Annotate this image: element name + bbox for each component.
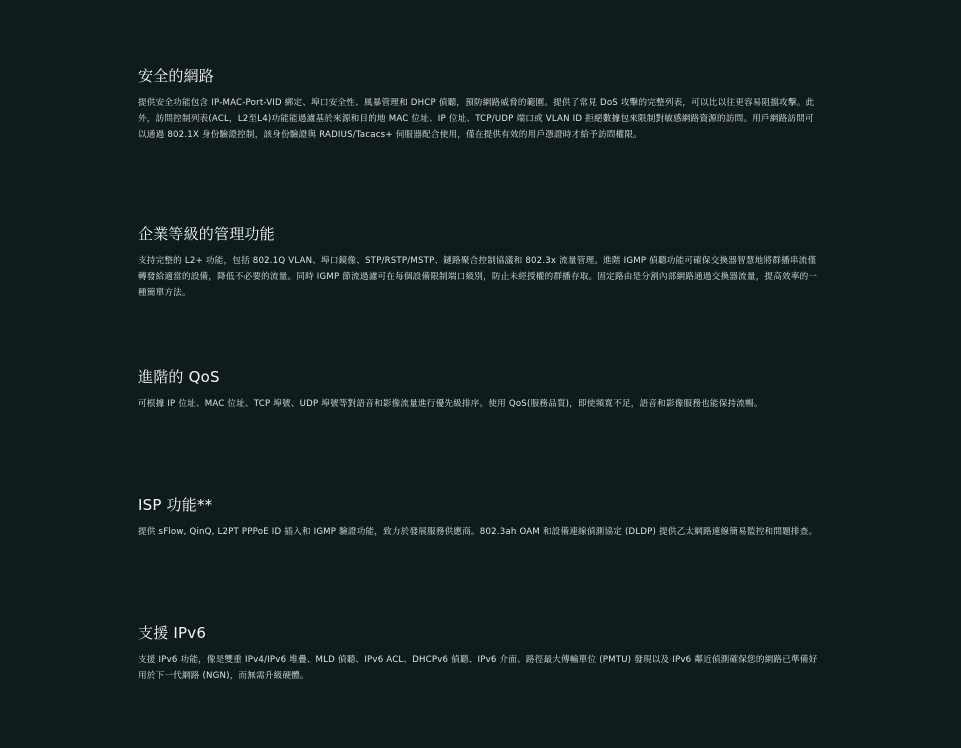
feature-section-isp-features <box>138 495 822 540</box>
section-title: ISP 功能** <box>138 496 213 514</box>
feature-section-ipv6-support <box>138 623 822 684</box>
section-body: 提供安全功能包含 IP-MAC-Port-VID 綁定、埠口安全性、風暴管理和 DHCP 偵聽，預防網路威脅的範圍。提供了常見 DoS 攻擊的完整列表，可以比以往更容易阻擋攻擊。此外，訪問控制列表(ACL，L2至L4)功能能過濾基於來源和目的地 MAC 位址、IP 位址、TCP/UDP 端口或 VLAN ID 拒絕數據包來限制對敏感網路資源的訪問。用戶網路訪問可以通過 802.1X 身份驗證控制，該身份驗證與 RADIUS/Tacacs+ 伺服器配合使用，僅在提供有效的用戶憑證時才給予訪問權限。 <box>138 98 815 140</box>
section-body: 提供 sFlow, QinQ, L2PT PPPoE ID 插入和 IGMP 驗證功能，致力於發展服務供應商。802.3ah OAM 和設備連線偵測協定 (DLDP) 提供乙太網路連線簡易監控和問題排查。 <box>138 527 818 537</box>
section-title: 安全的網路 <box>138 67 215 85</box>
feature-section-secure-network <box>138 66 822 143</box>
section-body: 支援 IPv6 功能，像是雙重 IPv4/IPv6 堆疊、MLD 偵聽、IPv6 ACL、DHCPv6 偵聽、IPv6 介面、路徑最大傳輸單位 (PMTU) 發現以及 IPv6 鄰近偵測確保您的網路已準備好用於下一代網路 (NGN)，而無需升級硬體。 <box>138 655 818 681</box>
feature-section-advanced-qos <box>138 367 822 412</box>
section-body: 可根據 IP 位址、MAC 位址、TCP 埠號、UDP 埠號等對語音和影像流量進行優先級排序。使用 QoS(服務品質)，即使頻寬不足，語音和影像服務也能保持流暢。 <box>138 399 763 409</box>
section-body: 支持完整的 L2+ 功能，包括 802.1Q VLAN、埠口鏡像、STP/RSTP/MSTP、鏈路聚合控制協議和 802.3x 流量管理。進階 IGMP 偵聽功能可確保交換器智慧地將群播串流僅轉發給適當的設備，降低不必要的流量。同時 IGMP 節流過濾可在每個設備限制端口級別，防止未經授權的群播存取。固定路由是分割內部網路通過交換器流量，提高效率的一種簡單方法。 <box>138 256 818 298</box>
section-title: 進階的 QoS <box>138 368 220 386</box>
section-title: 企業等級的管理功能 <box>138 225 275 243</box>
section-title: 支援 IPv6 <box>138 624 207 642</box>
feature-section-enterprise-management <box>138 224 822 301</box>
